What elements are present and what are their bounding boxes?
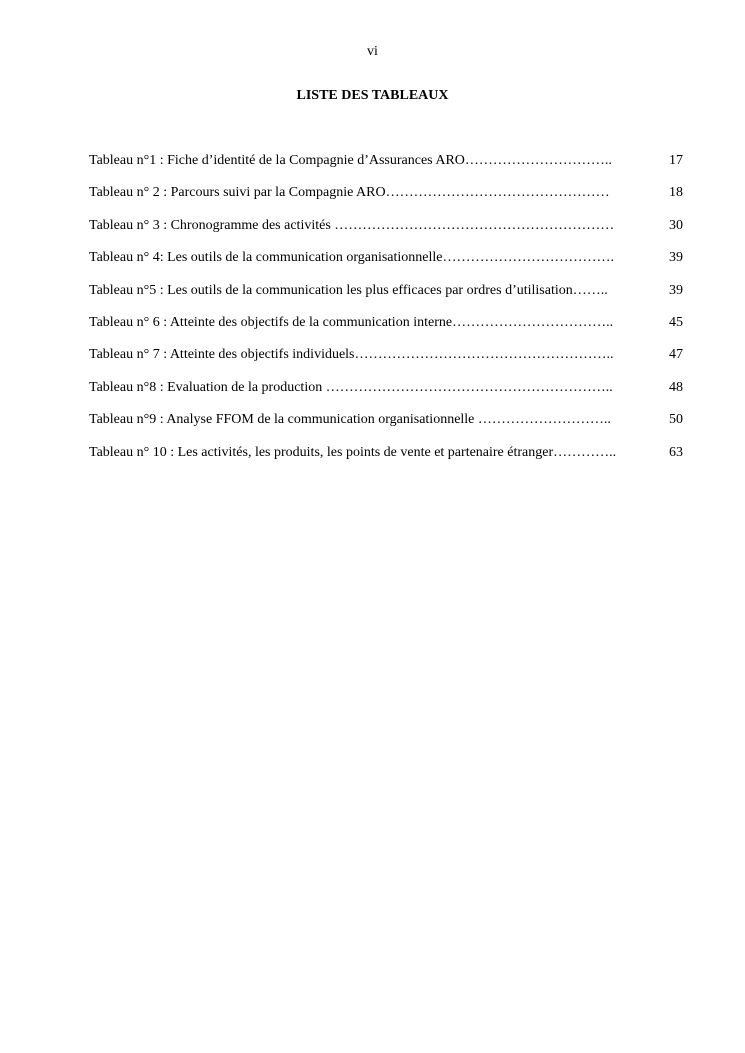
- table-entry-page: 47: [669, 347, 683, 363]
- table-entry-title: Tableau n°5 : Les outils de la communication les plus efficaces par ordres d’utilisation……..: [89, 282, 608, 298]
- table-list-entry: [89, 250, 683, 282]
- table-list-entry: [89, 412, 683, 444]
- table-list-entry: [89, 218, 683, 250]
- table-entry-page: 30: [669, 217, 683, 233]
- table-entry-page: 17: [669, 153, 683, 168]
- table-entry-title: Tableau n° 4: Les outils de la communication organisationnelle……………………………….: [89, 250, 614, 266]
- page-title: LISTE DES TABLEAUX: [296, 88, 449, 103]
- table-list-entry: [89, 153, 683, 185]
- table-entry-title: Tableau n° 6 : Atteinte des objectifs de la communication interne……………………………..: [89, 314, 614, 330]
- table-list-entry: [89, 283, 683, 315]
- table-list-entry: [89, 185, 683, 217]
- table-entry-title: Tableau n°1 : Fiche d’identité de la Compagnie d’Assurances ARO…………………………..: [89, 153, 612, 168]
- table-entry-title: Tableau n° 3 : Chronogramme des activités ……………………………………………………: [89, 217, 615, 233]
- table-entry-title: Tableau n° 10 : Les activités, les produits, les points de vente et partenaire étranger…………..: [89, 444, 617, 460]
- table-list-entry: [89, 347, 683, 379]
- table-entry-page: 50: [669, 412, 683, 428]
- table-entry-title: Tableau n°9 : Analyse FFOM de la communication organisationnelle ………………………..: [89, 412, 611, 428]
- table-list: [89, 153, 683, 477]
- page-number: vi: [367, 44, 378, 59]
- table-list-entry: [89, 315, 683, 347]
- table-entry-title: Tableau n° 2 : Parcours suivi par la Compagnie ARO…………………………………………: [89, 185, 610, 201]
- table-list-entry: [89, 380, 683, 412]
- table-entry-title: Tableau n°8 : Evaluation de la production ……………………………………………………..: [89, 379, 613, 395]
- table-entry-page: 39: [669, 282, 683, 298]
- table-list-entry: [89, 445, 683, 477]
- table-entry-page: 18: [669, 185, 683, 201]
- table-entry-page: 39: [669, 250, 683, 266]
- table-entry-page: 45: [669, 314, 683, 330]
- table-entry-page: 48: [669, 379, 683, 395]
- table-entry-title: Tableau n° 7 : Atteinte des objectifs individuels………………………………………………..: [89, 347, 614, 363]
- table-entry-page: 63: [669, 444, 683, 460]
